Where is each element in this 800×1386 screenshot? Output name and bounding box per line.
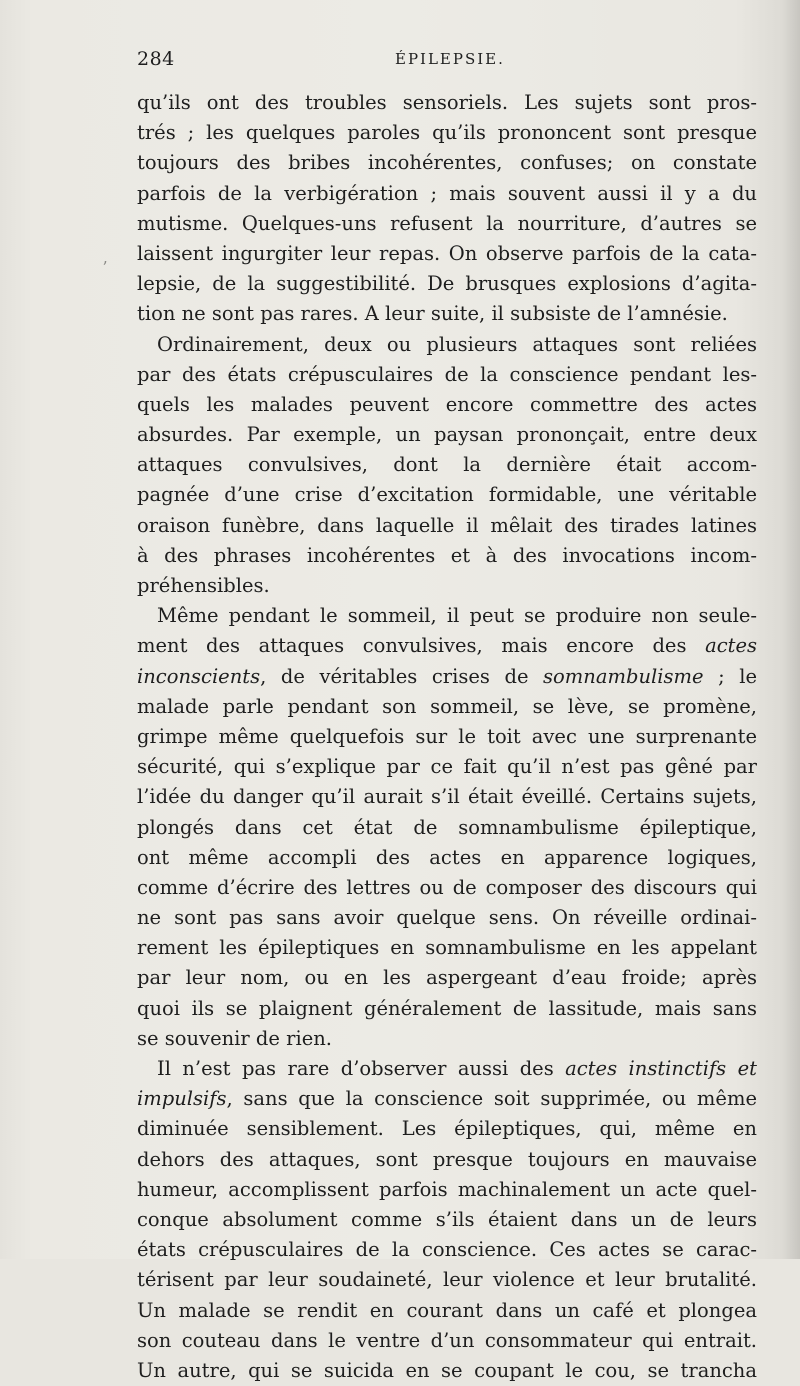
text-line: ont même accompli des actes en apparence logiques, — [137, 845, 757, 869]
text-line: qu’ils ont des troubles sensoriels. Les sujets sont pros- — [137, 91, 757, 114]
italic-term: actes — [705, 634, 757, 658]
text-line: plongés dans cet état de somnambulisme épileptique, — [137, 815, 757, 839]
text-run: ; le — [703, 664, 757, 688]
body-text — [137, 88, 757, 1386]
text-line: Un malade se rendit en courant dans un café et plongea — [137, 1298, 757, 1322]
italic-term: actes instinctifs et — [565, 1057, 757, 1080]
text-run: , sans que la conscience soit supprimée, ou même — [226, 1087, 757, 1111]
italic-term: inconscients — [137, 664, 261, 688]
text-line: rement les épileptiques en somnambulisme en les appelant — [137, 936, 757, 960]
text-line: diminuée sensiblement. Les épileptiques, qui, même en — [137, 1117, 757, 1141]
text-line: oraison funèbre, dans laquelle il mêlait des tirades latines — [137, 513, 757, 537]
text-line: ne sont pas sans avoir quelque sens. On réveille ordinai- — [137, 906, 757, 930]
text-line: par leur nom, ou en les aspergeant d’eau froide; après — [137, 966, 757, 990]
text-line: parfois de la verbigération ; mais souvent aussi il y a du — [137, 181, 757, 205]
text-line: conque absolument comme s’ils étaient dans un de leurs — [137, 1207, 757, 1231]
margin-mark-tick: ʼ — [102, 258, 108, 277]
text-line: à des phrases incohérentes et à des invocations incom- — [137, 543, 757, 567]
text-line: quels les malades peuvent encore commettre des actes — [137, 392, 757, 416]
text-line: malade parle pendant son sommeil, se lève, se promène, — [137, 694, 757, 718]
text-line: Un autre, qui se suicida en se coupant le cou, se trancha — [137, 1358, 757, 1382]
text-line: Même pendant le sommeil, il peut se produire non seule- — [157, 604, 757, 628]
text-line: mutisme. Quelques-uns refusent la nourriture, d’autres se — [137, 211, 757, 235]
text-line — [137, 1084, 757, 1114]
text-line: sécurité, qui s’explique par ce fait qu’il n’est pas gêné par — [137, 755, 757, 779]
text-line — [137, 662, 757, 692]
text-line: humeur, accomplissent parfois machinalement un acte quel- — [137, 1177, 757, 1201]
text-line: attaques convulsives, dont la dernière était accom- — [137, 453, 757, 477]
text-run: ment des attaques convulsives, mais encore des — [137, 634, 706, 658]
text-line — [137, 631, 757, 661]
italic-term: somnambulisme — [543, 664, 704, 688]
text-line: quoi ils se plaignent généralement de lassitude, mais sans — [137, 996, 757, 1020]
text-line: dehors des attaques, sont presque toujours en mauvaise — [137, 1147, 757, 1171]
text-line: Ordinairement, deux ou plusieurs attaques sont reliées — [157, 332, 757, 356]
page-header — [137, 48, 757, 74]
text-line: trés ; les quelques paroles qu’ils prononcent sont presque — [137, 121, 757, 145]
text-line: par des états crépusculaires de la conscience pendant les- — [137, 362, 757, 386]
text-line: se souvenir de rien. — [137, 1026, 332, 1050]
page-edge-shadow — [782, 0, 800, 1259]
text-line: son couteau dans le ventre d’un consommateur qui entrait. — [137, 1328, 757, 1352]
running-title: ÉPILEPSIE. — [395, 50, 505, 68]
text-line: préhensibles. — [137, 574, 270, 597]
text-run: Il n’est pas rare d’observer aussi des — [157, 1057, 566, 1080]
text-line: absurdes. Par exemple, un paysan prononçait, entre deux — [137, 423, 757, 447]
text-line — [137, 1054, 757, 1084]
page-number: 284 — [137, 48, 175, 70]
text-line: comme d’écrire des lettres ou de composer des discours qui — [137, 875, 757, 899]
italic-term: impulsifs — [137, 1087, 227, 1111]
text-line: l’idée du danger qu’il aurait s’il était éveillé. Certains sujets, — [137, 785, 757, 809]
text-line: lepsie, de la suggestibilité. De brusques explosions d’agita- — [137, 272, 757, 296]
text-line: toujours des bribes incohérentes, confuses; on constate — [137, 151, 757, 175]
text-line: pagnée d’une crise d’excitation formidable, une véritable — [137, 483, 757, 507]
text-run: , de véritables crises de — [260, 664, 544, 688]
text-line: laissent ingurgiter leur repas. On observe parfois de la cata- — [137, 241, 757, 265]
text-line: états crépusculaires de la conscience. Ces actes se carac- — [137, 1238, 757, 1262]
text-line: grimpe même quelquefois sur le toit avec une surprenante — [137, 724, 757, 748]
text-line: tion ne sont pas rares. A leur suite, il subsiste de l’amnésie. — [137, 302, 728, 326]
text-line: térisent par leur soudaineté, leur violence et leur brutalité. — [137, 1268, 757, 1292]
